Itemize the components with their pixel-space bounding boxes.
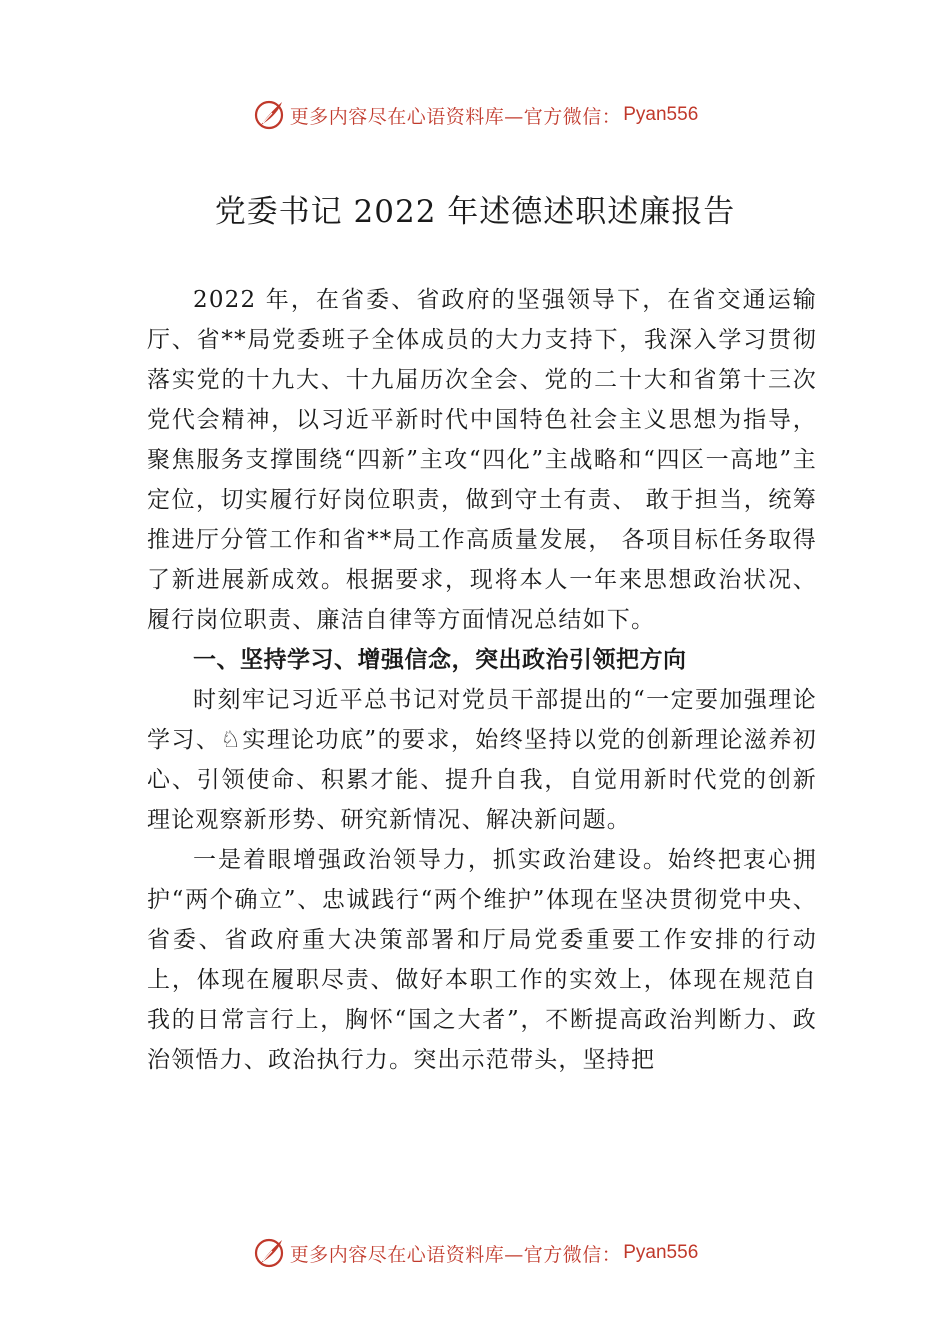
- header-watermark: [0, 95, 950, 135]
- watermark-wechat-id: Pyan556: [623, 1242, 699, 1263]
- footer-watermark: [0, 1233, 950, 1273]
- quill-pen-logo-icon: [252, 1236, 286, 1270]
- section-paragraph: 时刻牢记习近平总书记对党员干部提出的“一定要加强理论学习、♘实理论功底”的要求，始终坚持以党的创新理论滋养初心、引领使命、积累才能、提升自我，自觉用新时代党的创新理论观察新形势、研究新情况、解决新问题。: [147, 687, 817, 833]
- watermark-text: 更多内容尽在心语资料库—官方微信：: [289, 1243, 622, 1266]
- quill-pen-logo-icon: [252, 98, 286, 132]
- watermark-wechat-id: Pyan556: [623, 104, 699, 125]
- watermark-text: 更多内容尽在心语资料库—官方微信：: [289, 105, 622, 128]
- document-title: 党委书记 2022 年述德述职述廉报告: [214, 194, 736, 230]
- section-paragraph: 一是着眼增强政治领导力，抓实政治建设。始终把衷心拥护“两个确立”、忠诚践行“两个维护”体现在坚决贯彻党中央、省委、省政府重大决策部署和厅局党委重要工作安排的行动上，体现在履职尽责、做好本职工作的实效上，体现在规范自我的日常言行上，胸怀“国之大者”，不断提高政治判断力、政治领悟力、政治执行力。突出示范带头，坚持把: [147, 847, 817, 1073]
- section-heading: 一、坚持学习、增强信念，突出政治引领把方向: [193, 647, 687, 673]
- intro-paragraph: 2022 年，在省委、省政府的坚强领导下，在省交通运输厅、省**局党委班子全体成员的大力支持下，我深入学习贯彻落实党的十九大、十九届历次全会、党的二十大和省第十三次党代会精神，以习近平新时代中国特色社会主义思想为指导，聚焦服务支撑围绕“四新”主攻“四化”主战略和“四区一高地”主定位，切实履行好岗位职责，做到守土有责、 敢于担当，统筹推进厅分管工作和省**局工作高质量发展， 各项目标任务取得了新进展新成效。根据要求，现将本人一年来思想政治状况、履行岗位职责、廉洁自律等方面情况总结如下。: [147, 287, 817, 633]
- document-body: [147, 280, 817, 1080]
